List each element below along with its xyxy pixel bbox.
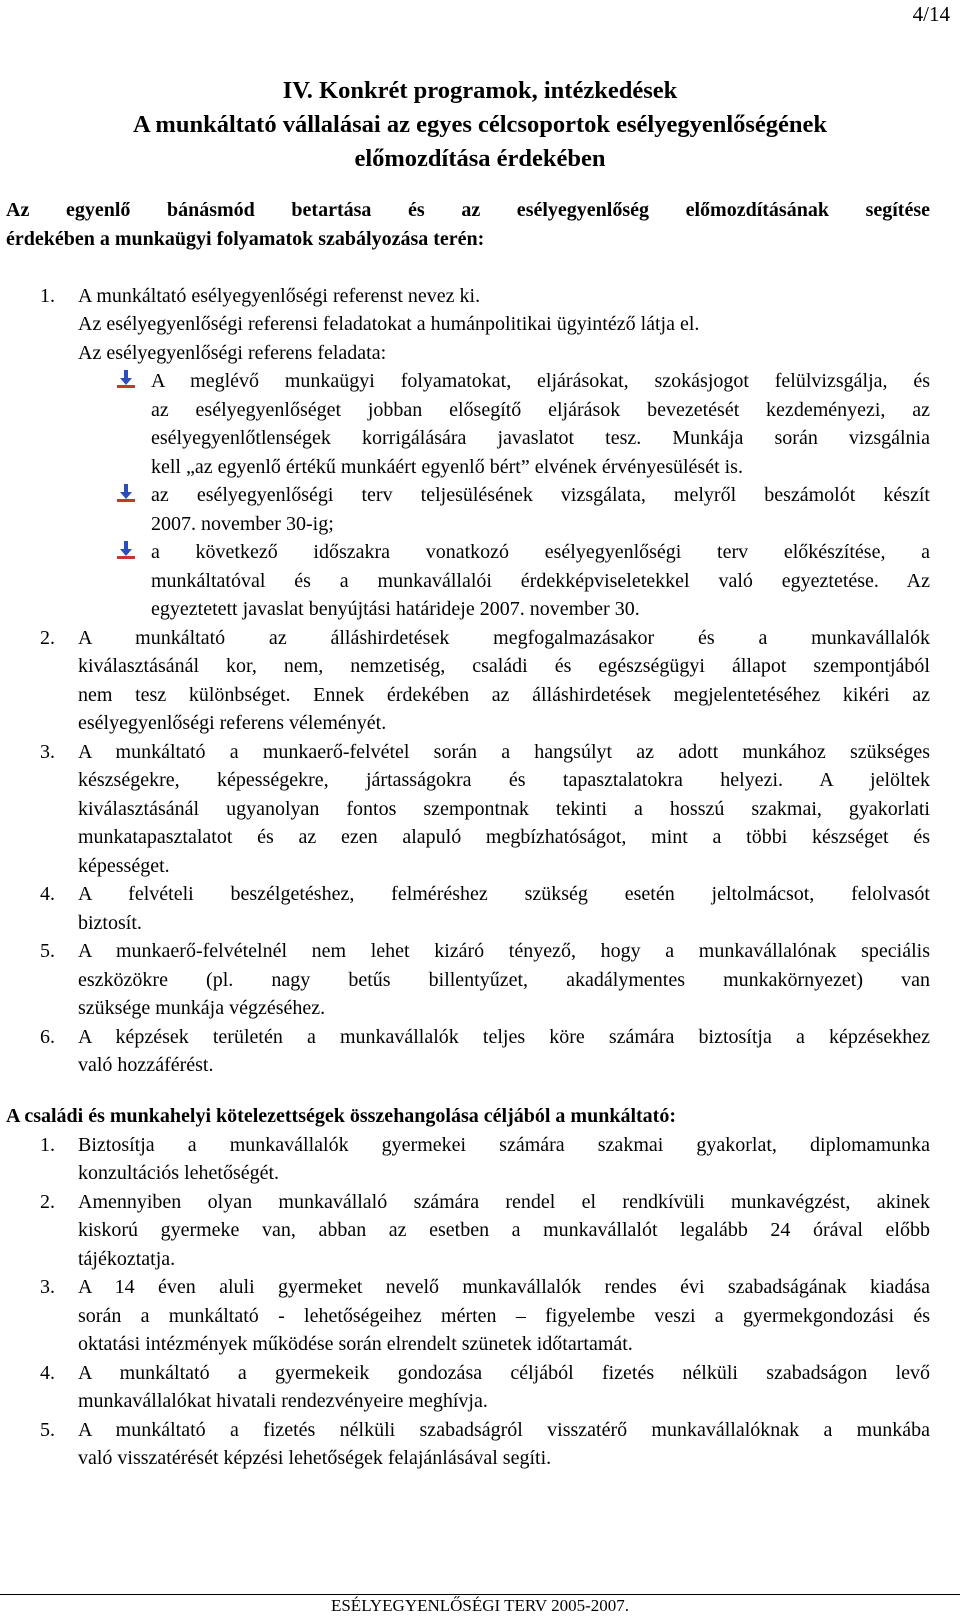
- paragraph-line: eszközökre (pl. nagy betűs billentyűzet, akadálymentes munkakörnyezet) van: [78, 969, 930, 991]
- paragraph-line: A munkáltató az álláshirdetések megfogalmazásakor és a munkavállalók: [78, 627, 930, 649]
- list-number: 4.: [40, 883, 55, 905]
- section-title: [0, 74, 960, 176]
- title-line: előmozdítása érdekében: [354, 145, 606, 172]
- paragraph-line: során a munkáltató - lehetőségeihez mérten – figyelembe veszi a gyermekgondozási és: [78, 1305, 930, 1327]
- paragraph-line: Biztosítja a munkavállalók gyermekei számára szakmai gyakorlat, diplomamunka: [78, 1134, 930, 1156]
- paragraph-line: A 14 éven aluli gyermeket nevelő munkavállalók rendes évi szabadságának kiadása: [78, 1276, 930, 1298]
- paragraph-line: A munkáltató a gyermekeik gondozása céljából fizetés nélküli szabadságon levő: [78, 1362, 930, 1384]
- bullet-text-line: esélyegyenlőtlenségek korrigálására javaslatot tesz. Munkája során vizsgálnia: [151, 427, 930, 449]
- list-number: 3.: [40, 741, 55, 763]
- footer-divider: [0, 1594, 960, 1595]
- paragraph-line: Az esélyegyenlőségi referens feladata:: [78, 342, 387, 364]
- bullet-text-line: munkáltatóval és a munkavállalói érdekképviseletekkel való egyeztetése. Az: [151, 570, 930, 592]
- section1-heading: Az egyenlő bánásmód betartása és az esélyegyenlőség előmozdításának segítése: [6, 199, 930, 221]
- list-number: 3.: [40, 1276, 55, 1298]
- paragraph-line: való visszatérését képzési lehetőségek felajánlásával segíti.: [78, 1447, 552, 1469]
- bullet-text-line: az esélyegyenlőségi terv teljesülésének vizsgálata, melyről beszámolót készít: [151, 484, 930, 506]
- page-footer: ESÉLYEGYENLŐSÉGI TERV 2005-2007.: [330, 1596, 630, 1615]
- paragraph-line: munkatapasztalatot és az ezen alapuló megbízhatóságot, mint a többi készséget és: [78, 826, 930, 848]
- paragraph-line: A munkaerő-felvételnél nem lehet kizáró tényező, hogy a munkavállalónak speciális: [78, 940, 930, 962]
- bullet-text-line: A meglévő munkaügyi folyamatokat, eljárásokat, szokásjogot felülvizsgálja, és: [151, 370, 930, 392]
- paragraph-line: szüksége munkája végzéséhez.: [78, 997, 326, 1019]
- paragraph-line: A munkáltató a munkaerő-felvétel során a hangsúlyt az adott munkához szükséges: [78, 741, 930, 763]
- paragraph-line: konzultációs lehetőségét.: [78, 1162, 280, 1184]
- bullet-text-line: az esélyegyenlőséget jobban elősegítő eljárások bevezetését kezdeményezi, az: [151, 399, 930, 421]
- paragraph-line: készségekre, képességekre, jártasságokra és tapasztalatokra helyezi. A jelöltek: [78, 769, 930, 791]
- paragraph-line: kiskorú gyermeke van, abban az esetben a munkavállalót legalább 24 órával előbb: [78, 1219, 930, 1241]
- paragraph-line: Az esélyegyenlőségi referensi feladatokat a humánpolitikai ügyintéző látja el.: [78, 313, 700, 335]
- bullet-text-line: a következő időszakra vonatkozó esélyegyenlőségi terv előkészítése, a: [151, 541, 930, 563]
- paragraph-line: kiválasztásánál kor, nem, nemzetiség, családi és egészségügyi állapot szempontjából: [78, 655, 930, 677]
- bullet-text-line: 2007. november 30-ig;: [151, 513, 334, 535]
- section1-heading: érdekében a munkaügyi folyamatok szabályozása terén:: [6, 228, 485, 250]
- bullet-text-line: egyeztetett javaslat benyújtási határideje 2007. november 30.: [151, 598, 640, 620]
- paragraph-line: biztosít.: [78, 912, 142, 934]
- bullet-text-line: kell „az egyenlő értékű munkáért egyenlő bért” elvének érvényesülését is.: [151, 456, 743, 478]
- paragraph-line: tájékoztatja.: [78, 1248, 176, 1270]
- list-number: 1.: [40, 285, 55, 307]
- list-number: 2.: [40, 627, 55, 649]
- list-number: 5.: [40, 940, 55, 962]
- arrow-bullet-icon: [117, 484, 135, 502]
- paragraph-line: nem tesz különbséget. Ennek érdekében az álláshirdetések megjelentetéséhez kikéri az: [78, 684, 930, 706]
- paragraph-line: kiválasztásánál ugyanolyan fontos szempontnak tekinti a hosszú szakmai, gyakorlati: [78, 798, 930, 820]
- list-number: 2.: [40, 1191, 55, 1213]
- paragraph-line: képességet.: [78, 855, 170, 877]
- paragraph-line: A képzések területén a munkavállalók teljes köre számára biztosítja a képzésekhez: [78, 1026, 930, 1048]
- list-number: 5.: [40, 1419, 55, 1441]
- section2-heading: A családi és munkahelyi kötelezettségek összehangolása céljából a munkáltató:: [6, 1105, 676, 1127]
- list-number: 1.: [40, 1134, 55, 1156]
- paragraph-line: való hozzáférést.: [78, 1054, 214, 1076]
- title-line: IV. Konkrét programok, intézkedések: [282, 77, 678, 104]
- paragraph-line: A munkáltató esélyegyenlőségi referenst nevez ki.: [78, 285, 481, 307]
- paragraph-line: A felvételi beszélgetéshez, felméréshez szükség esetén jeltolmácsot, felolvasót: [78, 883, 930, 905]
- paragraph-line: A munkáltató a fizetés nélküli szabadságról visszatérő munkavállalóknak a munkába: [78, 1419, 930, 1441]
- title-line: A munkáltató vállalásai az egyes célcsoportok esélyegyenlőségének: [132, 111, 828, 138]
- page-number: 4/14: [912, 2, 950, 26]
- arrow-bullet-icon: [117, 541, 135, 559]
- list-number: 4.: [40, 1362, 55, 1384]
- list-number: 6.: [40, 1026, 55, 1048]
- paragraph-line: Amennyiben olyan munkavállaló számára rendel el rendkívüli munkavégzést, akinek: [78, 1191, 930, 1213]
- paragraph-line: munkavállalókat hivatali rendezvényeire meghívja.: [78, 1390, 488, 1412]
- paragraph-line: oktatási intézmények működése során elrendelt szünetek időtartamát.: [78, 1333, 633, 1355]
- arrow-bullet-icon: [117, 370, 135, 388]
- paragraph-line: esélyegyenlőségi referens véleményét.: [78, 712, 387, 734]
